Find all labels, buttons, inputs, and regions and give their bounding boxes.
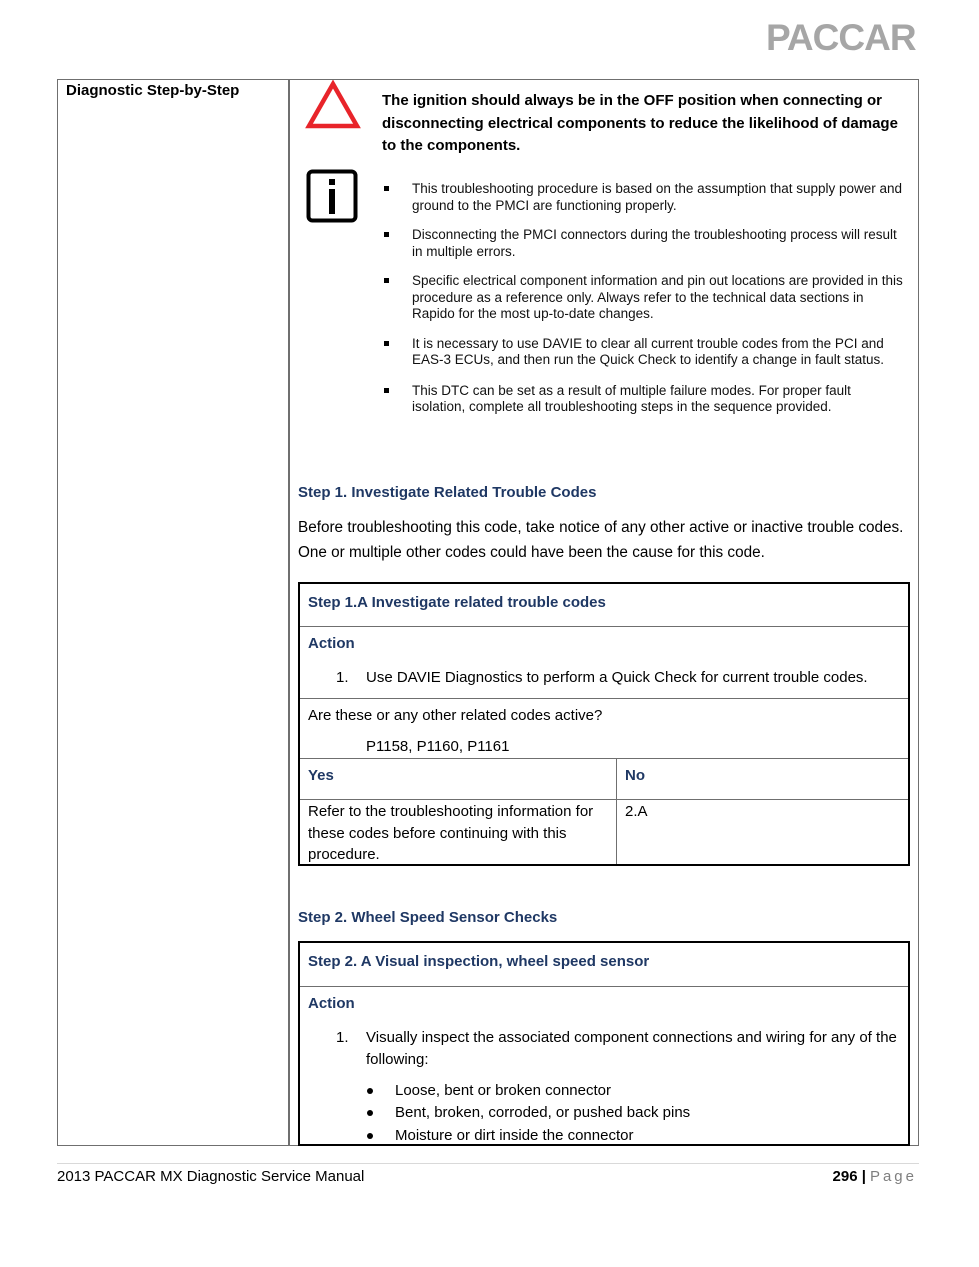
step2a-box (298, 941, 910, 1146)
step1a-action-row (300, 626, 908, 699)
step1-paragraph: Before troubleshooting this code, take notice of any other active or inactive trouble codes. One or multiple other codes could have been the cause for this code. (298, 519, 904, 561)
action-text: Use DAVIE Diagnostics to perform a Quick Check for current trouble codes. (366, 669, 868, 686)
info-note: This DTC can be set as a result of multiple failure modes. For proper fault isolation, complete all troubleshooting steps in the sequence provided. (382, 383, 907, 416)
inspection-item: Moisture or dirt inside the connector (395, 1127, 634, 1144)
step1a-title: Step 1.A Investigate related trouble codes (308, 594, 606, 611)
action-label: Action (308, 635, 355, 652)
warning-text: The ignition should always be in the OFF position when connecting or disconnecting electrical components to reduce the likelihood of damage to the components. (382, 92, 898, 154)
inspection-item: Bent, broken, corroded, or pushed back pins (395, 1104, 691, 1121)
info-icon (306, 169, 358, 223)
bullet-dot-icon (367, 1110, 373, 1116)
bullet-square-icon (384, 388, 389, 393)
inspection-item: Loose, bent or broken connector (395, 1082, 611, 1099)
step1-heading: Step 1. Investigate Related Trouble Codes (298, 484, 597, 501)
left-column-title: Diagnostic Step-by-Step (66, 82, 240, 99)
page-separator: | (861, 1168, 866, 1185)
footer-rule (57, 1163, 919, 1164)
question-text: Are these or any other related codes active? (308, 707, 603, 724)
step1a-box (298, 582, 910, 866)
bullet-square-icon (384, 232, 389, 237)
info-note: It is necessary to use DAVIE to clear all current trouble codes from the PCI and EAS-3 ECUs, and then run the Quick Check to identify a change in fault status. (382, 336, 907, 369)
left-column (57, 79, 290, 1146)
related-codes: P1158, P1160, P1161 (366, 738, 510, 755)
bullet-dot-icon (367, 1088, 373, 1094)
no-label: No (625, 767, 645, 784)
footer-manual-title: 2013 PACCAR MX Diagnostic Service Manual (57, 1168, 365, 1185)
info-note: Specific electrical component information and pin out locations are provided in this procedure as a reference only. Always refer to the technical data sections in Rapido for the most up-to-date changes. (382, 273, 907, 323)
yes-no-divider (616, 758, 617, 864)
page-number: 296 (832, 1168, 858, 1185)
step2-heading: Step 2. Wheel Speed Sensor Checks (298, 909, 558, 926)
info-note: This troubleshooting procedure is based on the assumption that supply power and ground to the PMCI are functioning properly. (382, 181, 907, 214)
yes-label: Yes (308, 767, 334, 784)
column-divider (288, 79, 289, 1146)
step1a-question-row (300, 698, 908, 759)
action-number: 1. (336, 1029, 349, 1046)
warning-triangle-icon (305, 80, 361, 130)
info-note: Disconnecting the PMCI connectors during the troubleshooting process will result in multiple errors. (382, 227, 907, 260)
action-number: 1. (336, 669, 349, 686)
page-word: Page (869, 1168, 917, 1185)
step2a-action-row (300, 986, 908, 1147)
yes-result-text: Refer to the troubleshooting information for these codes before continuing with this procedure. (308, 803, 594, 863)
no-result-text: 2.A (625, 803, 648, 820)
info-notes-list (382, 181, 907, 429)
step2a-title: Step 2. A Visual inspection, wheel speed sensor (308, 953, 650, 970)
action-text: Visually inspect the associated component connections and wiring for any of the following: (366, 1029, 897, 1068)
bullet-square-icon (384, 341, 389, 346)
bullet-square-icon (384, 278, 389, 283)
action-label: Action (308, 995, 355, 1012)
yes-no-result-row (300, 799, 908, 865)
bullet-dot-icon (367, 1133, 373, 1139)
bullet-square-icon (384, 186, 389, 191)
paccar-logo: PACCAR (766, 17, 916, 58)
yes-no-header-row (300, 758, 908, 800)
footer-page-number (833, 1168, 917, 1185)
